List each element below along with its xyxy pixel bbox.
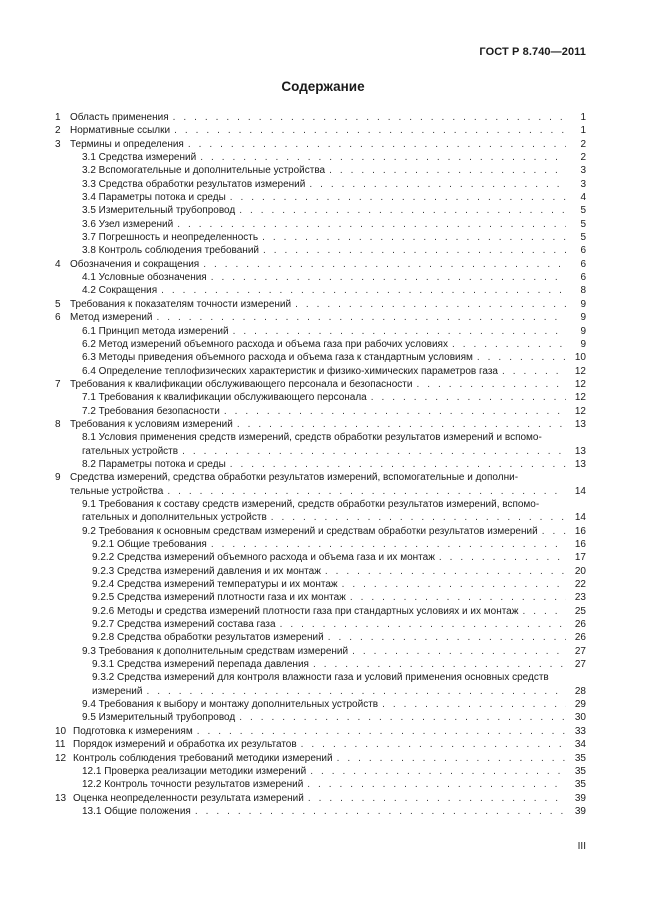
toc-entry-title: 3.4 Параметры потока и среды xyxy=(82,192,226,204)
toc-entry[interactable] xyxy=(55,618,586,631)
toc-entry[interactable] xyxy=(55,792,586,805)
toc-entry[interactable] xyxy=(55,471,586,498)
toc-entry-title: 9.2.1 Общие требования xyxy=(92,539,207,550)
toc-entry-page: 13 xyxy=(574,445,586,457)
toc-leader-dots xyxy=(328,631,566,644)
toc-leader-dots xyxy=(452,338,566,351)
toc-entry[interactable] xyxy=(55,778,586,791)
toc-entry-title: тельные устройства xyxy=(70,485,164,497)
toc-leader-dots xyxy=(308,792,566,805)
toc-entry[interactable] xyxy=(55,551,586,564)
toc-entry-title: 13.1 Общие положения xyxy=(82,805,191,817)
toc-entry[interactable] xyxy=(55,498,586,525)
toc-entry[interactable] xyxy=(55,218,586,231)
toc-entry[interactable] xyxy=(55,258,586,271)
toc-entry-page: 17 xyxy=(574,552,586,564)
toc-entry-page: 27 xyxy=(574,645,586,657)
toc-leader-dots xyxy=(200,151,566,164)
toc-leader-dots xyxy=(167,485,566,498)
toc-entry-title: 4.1 Условные обозначения xyxy=(82,272,207,284)
toc-leader-dots xyxy=(173,111,566,124)
toc-leader-dots xyxy=(239,711,566,724)
toc-entry-page: 9 xyxy=(580,312,586,324)
toc-entry-page: 16 xyxy=(574,525,586,537)
toc-entry[interactable] xyxy=(55,365,586,378)
toc-entry-page: 3 xyxy=(580,178,586,190)
toc-entry[interactable] xyxy=(55,752,586,765)
toc-leader-dots xyxy=(262,231,566,244)
toc-entry-title: 3.1 Средства измерений xyxy=(82,152,197,164)
toc-entry-title: 9.2.5 Средства измерений плотности газа и их монтаж xyxy=(92,592,346,604)
toc-entry[interactable] xyxy=(55,325,586,338)
toc-entry-title: 9.2.6 Методы и средства измерений плотности газа при стандартных условиях и их монтаж xyxy=(92,605,519,617)
toc-entry-page: 20 xyxy=(574,565,586,577)
toc-leader-dots xyxy=(542,525,566,538)
toc-leader-dots xyxy=(371,391,566,404)
toc-entry-title: 12.2 Контроль точности результатов измерений xyxy=(82,779,304,791)
toc-entry[interactable] xyxy=(55,231,586,244)
toc-entry[interactable] xyxy=(55,578,586,591)
toc-entry[interactable] xyxy=(55,124,586,137)
toc-leader-dots xyxy=(382,698,566,711)
toc-entry[interactable] xyxy=(55,138,586,151)
toc-entry[interactable] xyxy=(55,191,586,204)
toc-leader-dots xyxy=(188,138,566,151)
toc-entry-page: 27 xyxy=(574,659,586,671)
toc-entry[interactable] xyxy=(55,645,586,658)
toc-leader-dots xyxy=(230,458,566,471)
document-code: ГОСТ Р 8.740—2011 xyxy=(479,46,586,58)
toc-entry-title: Порядок измерений и обработка их результатов xyxy=(73,739,297,751)
toc-entry[interactable] xyxy=(55,204,586,217)
toc-entry-title: 8.1 Условия применения средств измерений, средств обработки результатов измерений и вспомо- xyxy=(82,432,542,444)
toc-leader-dots xyxy=(295,298,566,311)
toc-entry-page: 1 xyxy=(580,125,586,137)
toc-leader-dots xyxy=(310,765,566,778)
toc-entry-page: 2 xyxy=(580,138,586,150)
toc-entry-title: Метод измерений xyxy=(70,312,153,324)
toc-leader-dots xyxy=(211,538,566,551)
toc-entry[interactable] xyxy=(55,164,586,177)
toc-entry-page: 26 xyxy=(574,619,586,631)
toc-leader-dots xyxy=(325,565,566,578)
toc-leader-dots xyxy=(477,351,566,364)
toc-entry[interactable] xyxy=(55,565,586,578)
toc-leader-dots xyxy=(230,191,566,204)
toc-entry-page: 12 xyxy=(574,365,586,377)
toc-entry-title: 3.7 Погрешность и неопределенность xyxy=(82,232,259,244)
toc-entry-page: 34 xyxy=(574,739,586,751)
toc-leader-dots xyxy=(211,271,566,284)
toc-entry-title: Средства измерений, средства обработки результатов измерений, вспомогательные и дополни- xyxy=(70,472,519,484)
toc-entry-page: 25 xyxy=(574,605,586,617)
toc-entry[interactable] xyxy=(55,525,586,538)
toc-entry-title: 12.1 Проверка реализации методики измерений xyxy=(82,765,307,777)
toc-entry-page: 10 xyxy=(574,352,586,364)
toc-entry-title: 9.2.8 Средства обработки результатов измерений xyxy=(92,632,324,644)
toc-entry-page: 30 xyxy=(574,712,586,724)
toc-entry-page: 6 xyxy=(580,258,586,270)
toc-entry[interactable] xyxy=(55,244,586,257)
toc-entry[interactable] xyxy=(55,738,586,751)
toc-entry-title: гательных устройств xyxy=(82,445,179,457)
toc-leader-dots xyxy=(224,405,566,418)
toc-entry-page: 39 xyxy=(574,805,586,817)
toc-entry-title: 6.2 Метод измерений объемного расхода и объема газа при рабочих условиях xyxy=(82,338,448,350)
toc-entry-page: 13 xyxy=(574,458,586,470)
toc-leader-dots xyxy=(313,658,566,671)
toc-entry[interactable] xyxy=(55,805,586,818)
toc-leader-dots xyxy=(416,378,566,391)
toc-entry[interactable] xyxy=(55,538,586,551)
toc-entry[interactable] xyxy=(55,151,586,164)
toc-entry[interactable] xyxy=(55,431,586,458)
toc-entry-number: 5 xyxy=(55,298,61,310)
toc-leader-dots xyxy=(342,578,566,591)
toc-entry-number: 1 xyxy=(55,112,61,123)
toc-entry-title: 3.3 Средства обработки результатов измерений xyxy=(82,178,306,190)
toc-entry[interactable] xyxy=(55,698,586,711)
toc-entry-number: 7 xyxy=(55,378,61,390)
toc-leader-dots xyxy=(161,284,566,297)
toc-entry-page: 35 xyxy=(574,779,586,791)
toc-leader-dots xyxy=(522,605,566,618)
toc-entry-page: 14 xyxy=(574,512,586,524)
toc-leader-dots xyxy=(174,124,566,137)
toc-entry-title: 9.2.3 Средства измерений давления и их монтаж xyxy=(92,565,321,577)
toc-entry[interactable] xyxy=(55,631,586,644)
toc-leader-dots xyxy=(233,325,566,338)
toc-leader-dots xyxy=(307,778,566,791)
toc-entry[interactable] xyxy=(55,765,586,778)
toc-entry[interactable] xyxy=(55,418,586,431)
toc-leader-dots xyxy=(329,164,566,177)
toc-entry-page: 35 xyxy=(574,752,586,764)
toc-entry-title: Оценка неопределенности результата измерений xyxy=(73,792,304,804)
toc-entry[interactable] xyxy=(55,111,586,124)
toc-title: Содержание xyxy=(281,79,365,94)
toc-entry-title: Термины и определения xyxy=(70,138,184,150)
toc-leader-dots xyxy=(350,591,566,604)
toc-entry[interactable] xyxy=(55,711,586,724)
toc-entry-page: 23 xyxy=(574,592,586,604)
toc-entry-number: 4 xyxy=(55,258,61,270)
toc-leader-dots xyxy=(352,645,566,658)
toc-entry-page: 9 xyxy=(580,325,586,337)
toc-entry[interactable] xyxy=(55,591,586,604)
toc-entry-title: 3.5 Измерительный трубопровод xyxy=(82,205,236,217)
toc-entry-title: Область применения xyxy=(70,112,169,123)
table-of-contents xyxy=(55,111,586,818)
toc-entry-title: 9.4 Требования к выбору и монтажу дополнительных устройств xyxy=(82,699,379,711)
toc-entry[interactable] xyxy=(55,378,586,391)
toc-entry-page: 2 xyxy=(580,152,586,164)
toc-entry-title: 9.1 Требования к составу средств измерений, средств обработки результатов измерений, вспомо- xyxy=(82,498,540,510)
toc-entry-page: 39 xyxy=(574,792,586,804)
toc-leader-dots xyxy=(203,258,566,271)
toc-leader-dots xyxy=(301,738,566,751)
toc-entry-page: 13 xyxy=(574,418,586,430)
toc-entry-title: 6.3 Методы приведения объемного расхода и объема газа к стандартным условиям xyxy=(82,352,473,364)
toc-entry-title: Подготовка к измерениям xyxy=(73,725,193,737)
toc-entry-number: 6 xyxy=(55,312,61,324)
toc-leader-dots xyxy=(182,445,566,458)
toc-entry[interactable] xyxy=(55,725,586,738)
toc-entry-page: 1 xyxy=(580,112,586,123)
toc-entry-number: 3 xyxy=(55,138,61,150)
toc-entry-page: 33 xyxy=(574,725,586,737)
toc-entry-page: 5 xyxy=(580,205,586,217)
toc-entry[interactable] xyxy=(55,298,586,311)
toc-leader-dots xyxy=(197,725,566,738)
toc-entry-title: 9.5 Измерительный трубопровод xyxy=(82,712,236,724)
toc-entry-number: 2 xyxy=(55,125,61,137)
toc-entry[interactable] xyxy=(55,178,586,191)
toc-entry-title: Требования к показателям точности измерений xyxy=(70,298,292,310)
toc-leader-dots xyxy=(263,244,566,257)
toc-leader-dots xyxy=(309,178,566,191)
toc-entry[interactable] xyxy=(55,271,586,284)
toc-entry-page: 3 xyxy=(580,165,586,177)
toc-leader-dots xyxy=(439,551,566,564)
toc-entry-title: 3.8 Контроль соблюдения требований xyxy=(82,245,259,257)
toc-entry-title: 6.4 Определение теплофизических характеристик и физико-химических параметров газа xyxy=(82,365,498,377)
page-number: III xyxy=(577,841,586,852)
toc-entry-number: 13 xyxy=(55,792,67,804)
toc-entry-number: 9 xyxy=(55,472,61,484)
toc-leader-dots xyxy=(502,365,566,378)
toc-entry-page: 5 xyxy=(580,218,586,230)
toc-entry-page: 6 xyxy=(580,245,586,257)
toc-entry[interactable] xyxy=(55,658,586,671)
toc-leader-dots xyxy=(280,618,566,631)
toc-entry-title: 9.3.1 Средства измерений перепада давления xyxy=(92,659,309,671)
toc-entry-title: 7.1 Требования к квалификации обслуживающего персонала xyxy=(82,392,367,404)
toc-entry-title: 3.2 Вспомогательные и дополнительные устройства xyxy=(82,165,326,177)
toc-entry-page: 12 xyxy=(574,405,586,417)
toc-entry-title: 6.1 Принцип метода измерений xyxy=(82,325,229,337)
toc-leader-dots xyxy=(195,805,566,818)
toc-entry[interactable] xyxy=(55,605,586,618)
toc-entry-page: 26 xyxy=(574,632,586,644)
toc-entry-page: 16 xyxy=(574,539,586,550)
toc-entry-title: 3.6 Узел измерений xyxy=(82,218,174,230)
toc-leader-dots xyxy=(271,511,566,524)
toc-entry[interactable] xyxy=(55,311,586,324)
toc-entry-page: 8 xyxy=(580,285,586,297)
toc-entry-title: 9.2.2 Средства измерений объемного расхода и объема газа и их монтаж xyxy=(92,552,435,564)
toc-entry-page: 9 xyxy=(580,298,586,310)
toc-entry-title: Нормативные ссылки xyxy=(70,125,171,137)
toc-entry-title: Требования к квалификации обслуживающего персонала и безопасности xyxy=(70,378,413,390)
toc-entry-page: 29 xyxy=(574,699,586,711)
toc-entry-title: 9.2 Требования к основным средствам измерений и средствам обработки результатов измерений xyxy=(82,525,538,537)
toc-entry-title: 9.2.7 Средства измерений состава газа xyxy=(92,619,276,631)
toc-entry-page: 4 xyxy=(580,192,586,204)
toc-entry-title: 9.3.2 Средства измерений для контроля влажности газа и условий применения основных средств xyxy=(92,672,549,684)
toc-entry-number: 12 xyxy=(55,752,67,764)
toc-entry-page: 35 xyxy=(574,765,586,777)
toc-entry-title: 4.2 Сокращения xyxy=(82,285,158,297)
toc-entry-title: 8.2 Параметры потока и среды xyxy=(82,458,226,470)
toc-entry-number: 11 xyxy=(55,739,66,751)
toc-entry-page: 12 xyxy=(574,392,586,404)
toc-leader-dots xyxy=(157,311,566,324)
toc-leader-dots xyxy=(146,685,566,698)
toc-entry-title: измерений xyxy=(92,685,143,697)
toc-leader-dots xyxy=(177,218,566,231)
toc-entry-page: 22 xyxy=(574,579,586,591)
toc-leader-dots xyxy=(239,204,566,217)
toc-entry-title: Контроль соблюдения требований методики измерений xyxy=(73,752,333,764)
toc-entry-page: 14 xyxy=(574,485,586,497)
toc-entry[interactable] xyxy=(55,391,586,404)
toc-entry-page: 28 xyxy=(574,685,586,697)
toc-entry-title: 7.2 Требования безопасности xyxy=(82,405,220,417)
toc-entry-page: 6 xyxy=(580,272,586,284)
toc-entry[interactable] xyxy=(55,671,586,698)
toc-entry-number: 8 xyxy=(55,418,61,430)
toc-entry[interactable] xyxy=(55,458,586,471)
toc-leader-dots xyxy=(337,752,566,765)
toc-entry[interactable] xyxy=(55,405,586,418)
toc-leader-dots xyxy=(237,418,566,431)
toc-entry[interactable] xyxy=(55,338,586,351)
toc-entry-title: Обозначения и сокращения xyxy=(70,258,200,270)
toc-entry-page: 9 xyxy=(580,338,586,350)
toc-entry-title: Требования к условиям измерений xyxy=(70,418,233,430)
toc-entry-page: 12 xyxy=(574,378,586,390)
toc-entry[interactable] xyxy=(55,351,586,364)
toc-entry-title: гательных и дополнительных устройств xyxy=(82,512,267,524)
toc-entry-number: 10 xyxy=(55,725,67,737)
toc-entry[interactable] xyxy=(55,284,586,297)
toc-entry-title: 9.2.4 Средства измерений температуры и их монтаж xyxy=(92,579,338,591)
toc-entry-page: 5 xyxy=(580,232,586,244)
toc-entry-title: 9.3 Требования к дополнительным средствам измерений xyxy=(82,645,349,657)
